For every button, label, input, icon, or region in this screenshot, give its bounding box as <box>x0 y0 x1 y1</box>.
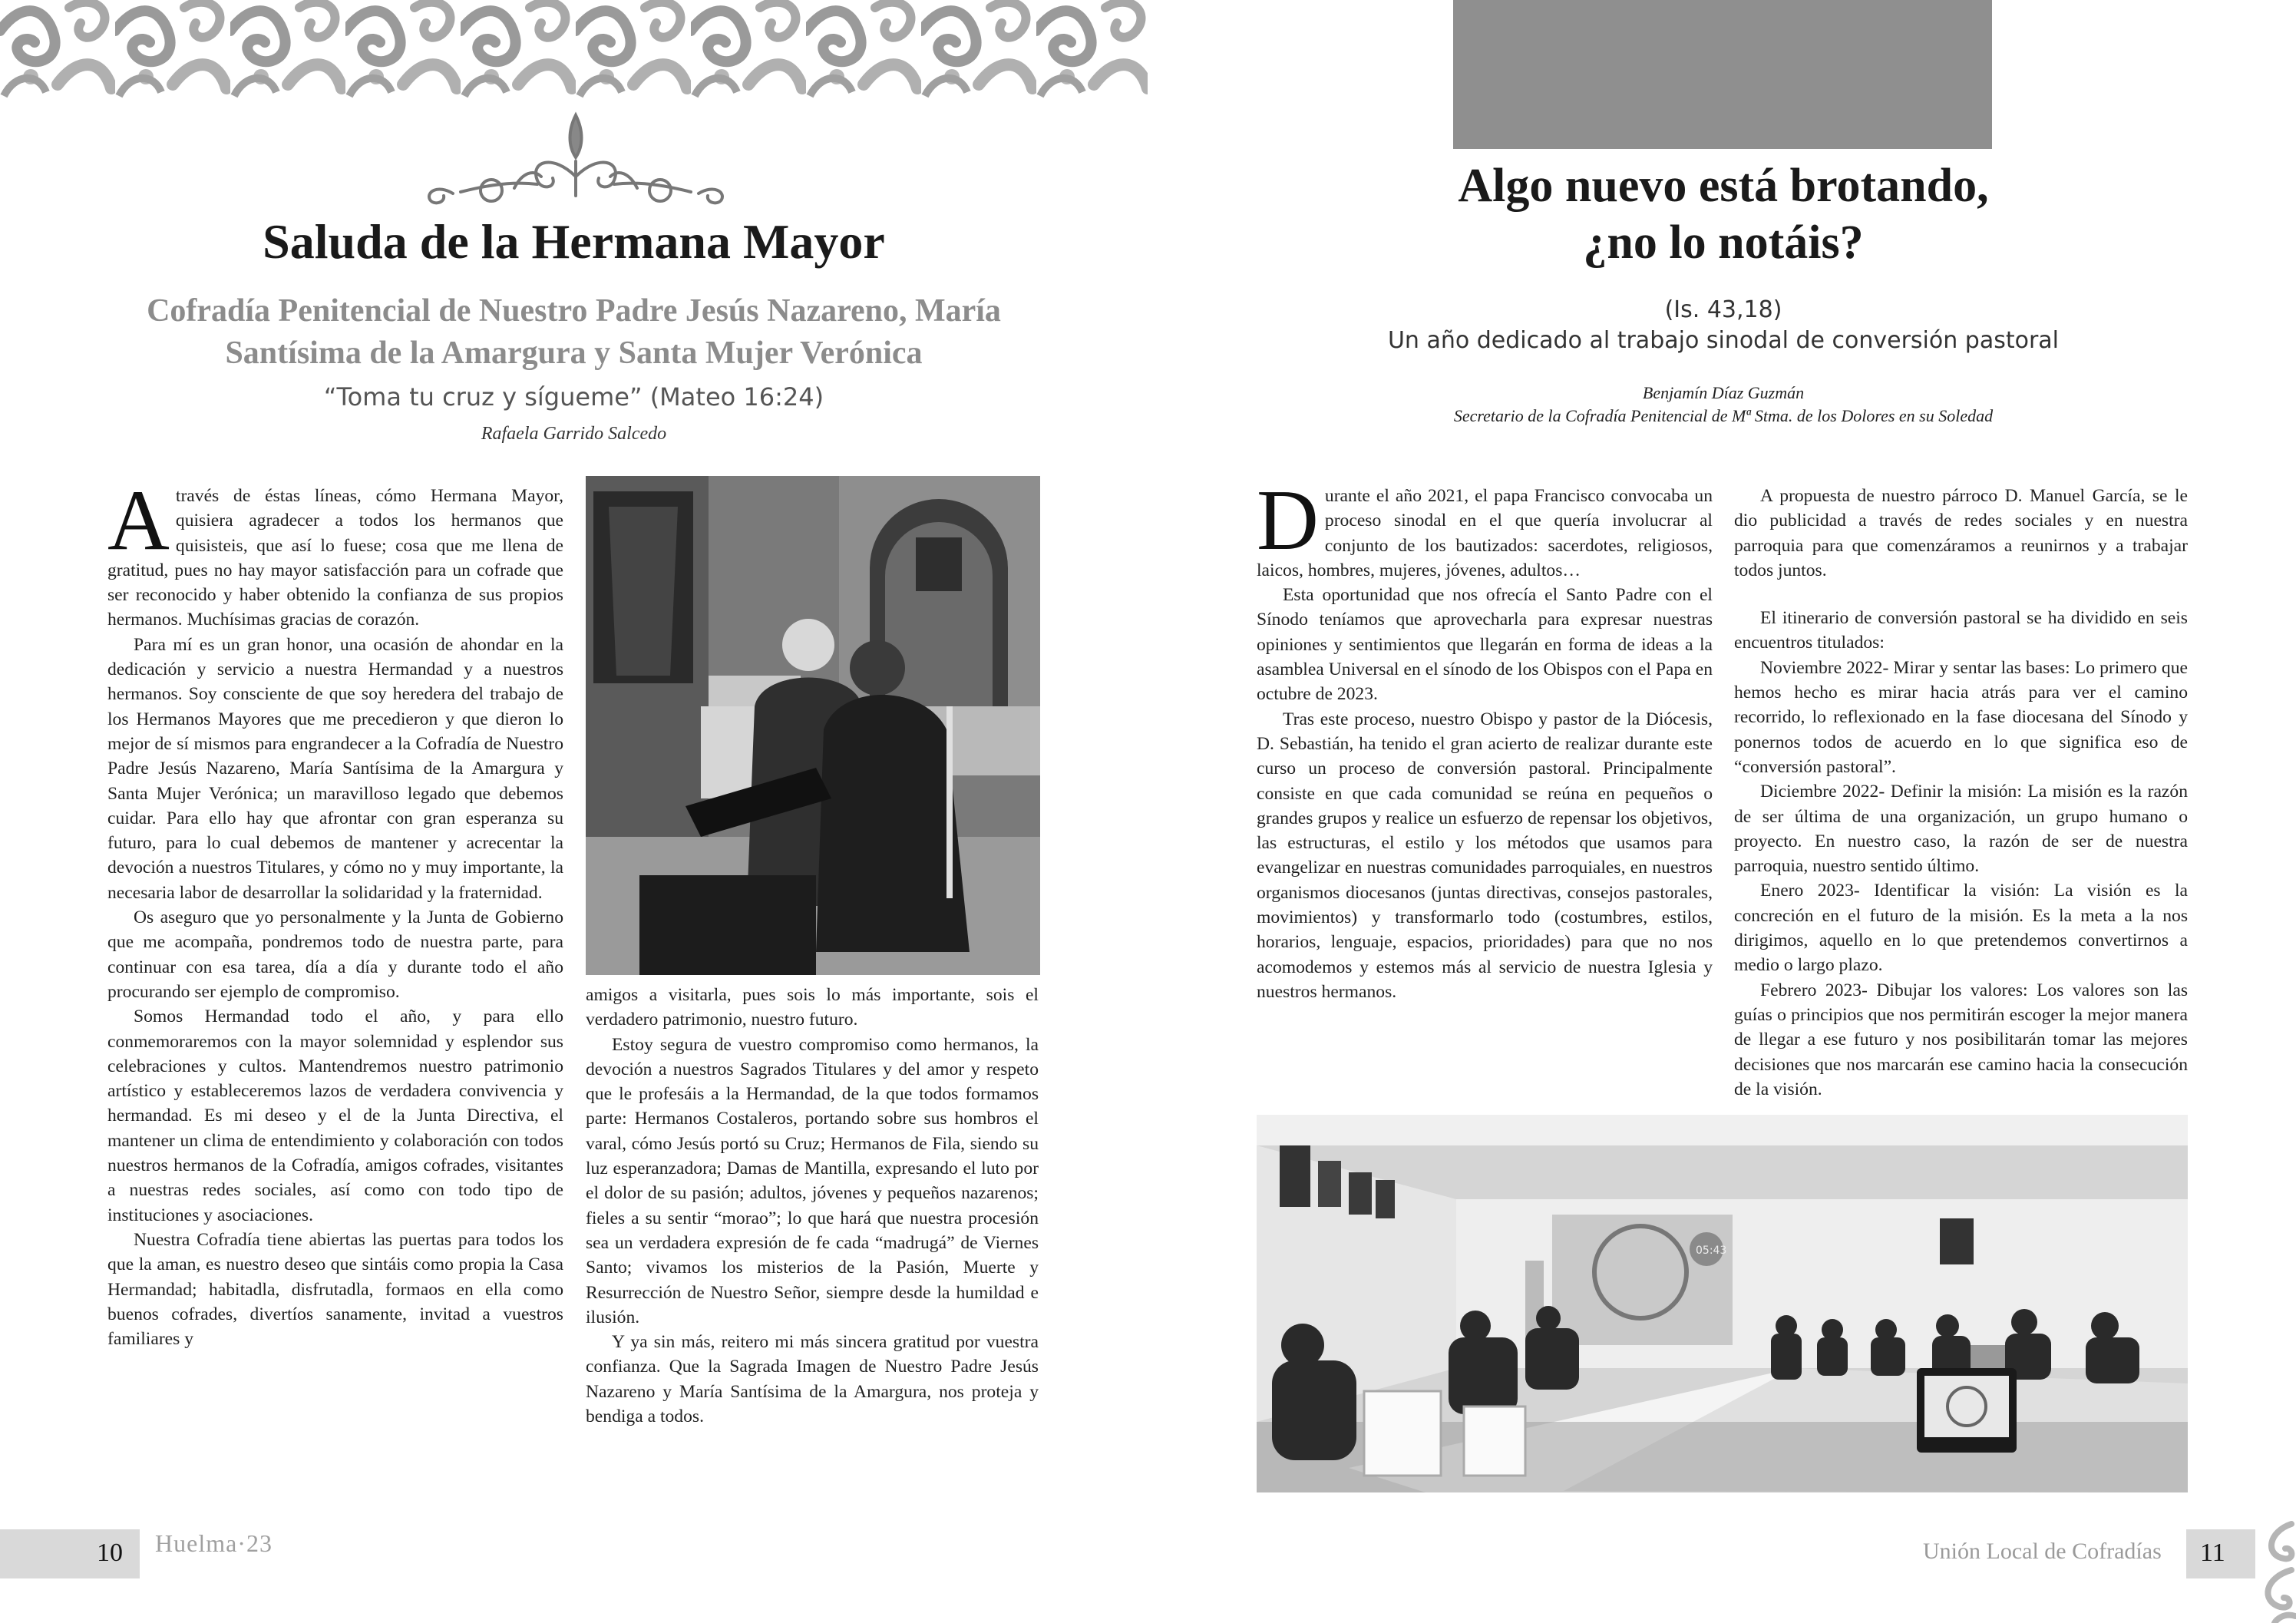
text-column-1 <box>107 473 563 1351</box>
header-grey-block <box>1453 0 1992 149</box>
article-subtitle <box>107 290 1040 375</box>
dropcap: A <box>107 473 170 568</box>
paragraph: Nuestra Cofradía tiene abiertas las puertas para todos los que la aman, es nuestro deseo que sintáis como propia la Casa Hermandad; habitadla, disfrutadla, formaos en ella como buenos cofrades, divertíos sanamente, invitad a vuestros familiares y <box>107 1229 563 1350</box>
author-name: Rafaela Garrido Salcedo <box>481 424 667 444</box>
ornament-band <box>0 0 1148 98</box>
paragraph: amigos a visitarla, pues sois lo más importante, sois el verdadero patrimonio, nuestro futuro. <box>586 985 1039 1030</box>
paragraph: Os aseguro que yo personalmente y la Junta de Gobierno que me acompaña, pondremos todo de nuestra parte, para continuar con esa tarea, día a día y durante todo el año procurando ser ejemplo de compromiso. <box>107 907 563 1002</box>
paragraph: Enero 2023- Identificar la visión: La visión es la concreción en el futuro de la misión. Es la meta a la nos dirigimos, aquello en lo que pretendemos convertirnos a medio o largo plazo. <box>1734 881 2188 976</box>
article-title <box>1351 157 2096 271</box>
article-title: Saluda de la Hermana Mayor <box>263 214 885 269</box>
paragraph: Através de éstas líneas, cómo Hermana Mayor, quisiera agradecer a todos los hermanos que quisisteis, que así lo fuese; cosa que me llena de gratitud, pues no hay mayor satisfacción para un cofrade que ser reconocido y haber obtenido la confianza de sus propios hermanos. Muchísimas gracias de corazón. <box>107 473 563 630</box>
bible-reference: (Is. 43,18) <box>1664 296 1782 323</box>
photo-meeting-room <box>1257 1115 2188 1492</box>
text-column-4 <box>1734 484 2188 1102</box>
dropcap: D <box>1257 473 1319 568</box>
screen-clock: 05:43 <box>1696 1245 1727 1257</box>
paragraph: Noviembre 2022- Mirar y sentar las bases: Lo primero que hemos hecho es mirar hacia atrás para ver el camino recorrido, lo reflexionado en la fase diocesana del Sínodo y ponernos todos de acuerdo en lo que significa eso de “conversión pastoral”. <box>1734 657 2188 777</box>
text-column-2 <box>586 983 1039 1429</box>
footer-text: Unión Local de Cofradías <box>1923 1539 2162 1564</box>
article-subtitle: Un año dedicado al trabajo sinodal de conversión pastoral <box>1387 327 2060 354</box>
page-number: 10 <box>97 1539 123 1567</box>
paragraph: Diciembre 2022- Definir la misión: La misión es la razón de ser última de una organización, un grupo humano o proyecto. En nuestro caso, la razón de ser de nuestra parroquia, nuestro sentido último. <box>1734 782 2188 877</box>
fleuron-ornament-icon <box>415 107 737 207</box>
paragraph: Y ya sin más, reitero mi más sincera gratitud por vuestra confianza. Que la Sagrada Imagen de Nuestro Padre Jesús Nazareno y María Santísima de la Amargura, nos proteja y bendiga a todos. <box>586 1332 1039 1427</box>
paragraph: Para mí es un gran honor, una ocasión de ahondar en la dedicación y servicio a nuestra Hermandad y a nuestros hermanos. Soy consciente de que soy heredera del trabajo de los Hermanos Mayores que me precedieron y que dieron lo mejor de sí mismos para engrandecer a la Cofradía de Nuestro Padre Jesús Nazareno, María Santísima de la Amargura y Santa Mujer Verónica; un maravilloso legado que debemos cuidar. Para ello hay que afrontar con gran esperanza su futuro, para lo cual debemos de mantener y acrecentar la devoción a nuestros Titulares, y cómo no y muy importante, la necesaria labor de desarrollar la solidaridad y la fraternidad. <box>107 634 563 903</box>
floral-pattern-icon <box>0 0 1148 98</box>
bible-quote: “Toma tu cruz y sígueme” (Mateo 16:24) <box>323 382 824 412</box>
paragraph: El itinerario de conversión pastoral se ha dividido en seis encuentros titulados: <box>1734 608 2188 653</box>
footer-logo: Huelma·23 <box>155 1529 273 1557</box>
paragraph: Esta oportunidad que nos ofrecía el Santo Padre con el Sínodo teníamos que aprovecharla para expresar nuestras opiniones y sentimientos que llegarán en forma de ideas a la asamblea Universal en el sínodo de los Obispos con el Papa en octubre de 2023. <box>1257 585 1713 705</box>
paragraph: Durante el año 2021, el papa Francisco convocaba un proceso sinodal en el que quería involucrar al conjunto de los bautizados: sacerdotes, religiosos, laicos, hombres, mujeres, jóvenes, adultos… <box>1257 473 1713 580</box>
text-column-3 <box>1257 473 1713 1004</box>
title-line: ¿no lo notáis? <box>1583 217 1864 269</box>
title-line: Algo nuevo está brotando, <box>1458 160 1989 212</box>
photo-church-ceremony <box>586 476 1040 975</box>
paragraph: Tras este proceso, nuestro Obispo y pastor de la Diócesis, D. Sebastián, ha tenido el gran acierto de realizar durante este curso un proceso de conversión pastoral. Principalmente consiste en que cada comunidad se reúna en pequeños o grandes grupos y realice un esfuerzo de repensar los objetivos, las estructuras, el estilo y los métodos que usamos para evangelizar en nuestras comunidades parroquiales, en nuestros organismos diocesanos (juntas directivas, consejos pastorales, movimientos) y transformarlo todo (costumbres, estilos, horarios, lenguaje, espacios, prioridades) para que no nos acomodemos y estemos más al servicio de nuestra Iglesia y nuestros hermanos. <box>1257 709 1713 1002</box>
subtitle-line: Santísima de la Amargura y Santa Mujer Verónica <box>225 336 923 371</box>
article-reference <box>1305 295 2142 356</box>
subtitle-line: Cofradía Penitencial de Nuestro Padre Jesús Nazareno, María <box>147 293 1001 329</box>
paragraph: Febrero 2023- Dibujar los valores: Los valores son las guías o principios que nos permitirán escoger la mejor manera de llegar a ese futuro y nos posibilitarán tomar las mejores decisiones que nos marcarán ese camino hacia la consecución de la visión. <box>1734 980 2188 1099</box>
paragraph: A propuesta de nuestro párroco D. Manuel García, se le dio publicidad a través de redes sociales y en nuestra parroquia para que comenzáramos a reunirnos y a trabajar todos juntos. <box>1734 486 2188 580</box>
author-block <box>1305 382 2142 428</box>
author-name: Benjamín Díaz Guzmán <box>1642 383 1805 402</box>
corner-floral-icon <box>2253 1516 2296 1623</box>
page-number: 11 <box>2200 1539 2225 1567</box>
paragraph: Somos Hermandad todo el año, y para ello conmemoraremos con la mayor solemnidad y esplendor sus celebraciones y cultos. Mantendremos nuestro patrimonio artístico y estableceremos lazos de verdadera convivencia y hermandad. Es mi deseo y el de la Junta Directiva, el mantener un clima de entendimiento y colaboración con todos nuestros hermanos de la Cofradía, amigos cofrades, visitantes a nuestras redes sociales, así como con todo tipo de instituciones y asociaciones. <box>107 1007 563 1225</box>
paragraph: Estoy segura de vuestro compromiso como hermanos, la devoción a nuestros Sagrados Titulares y del amor y respeto que le profesáis a la Hermandad, de la que todos formamos parte: Hermanos Costaleros, portando sobre sus hombros el varal, cómo Jesús portó su Cruz; Hermanos de Fila, siendo su luz esperanzadora; Damas de Mantilla, expresando el luto por el dolor de su pasión; adultos, jóvenes y pequeños nazarenos; fieles a su sentir “morao”; lo que hará que nuestra procesión sea un verdadera expresión de fe cada “madrugá” de Viernes Santo; vivamos los misterios de la Pasión, Muerte y Resurrección de Nuestro Señor, siempre desde la humildad e ilusión. <box>586 1034 1039 1327</box>
author-role: Secretario de la Cofradía Penitencial de Mª Stma. de los Dolores en su Soledad <box>1453 406 1994 425</box>
